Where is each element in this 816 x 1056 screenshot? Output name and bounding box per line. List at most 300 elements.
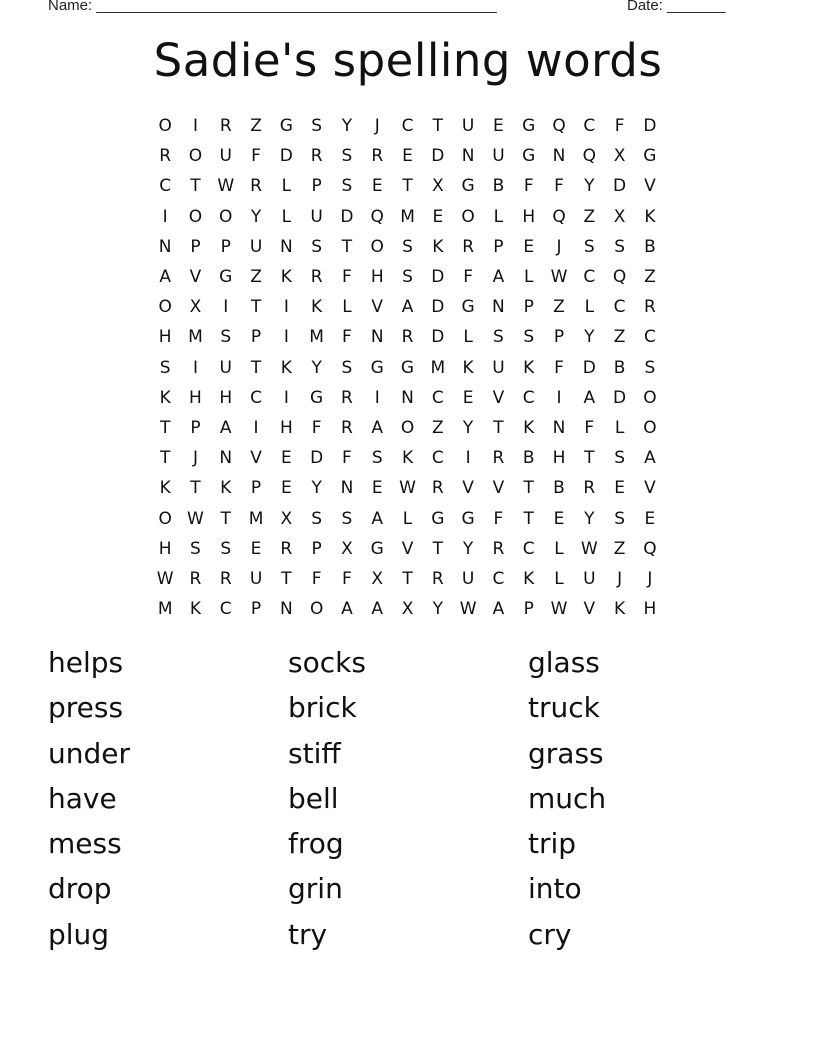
grid-letter: T (159, 417, 171, 438)
grid-letter: F (311, 417, 322, 438)
grid-letter: D (643, 116, 657, 137)
grid-letter: W (399, 478, 416, 499)
grid-letter: H (279, 417, 293, 438)
grid-letter: F (554, 176, 564, 197)
grid-letter: T (220, 508, 231, 529)
word-list-item: frog (288, 827, 344, 861)
grid-letter: F (463, 267, 473, 288)
date-field: Date: _______ (627, 0, 726, 14)
word-list-item: try (288, 917, 328, 951)
grid-letter: S (523, 327, 535, 348)
grid-letter: T (190, 478, 201, 499)
word-list-item: under (48, 736, 131, 770)
grid-letter: S (341, 357, 353, 378)
grid-letter: D (431, 297, 445, 318)
grid-letter: Q (582, 146, 596, 167)
grid-letter: R (583, 478, 596, 499)
grid-letter: C (159, 176, 172, 197)
word-list-item: stiff (288, 736, 341, 770)
grid-letter: Y (584, 176, 595, 197)
grid-letter: L (614, 417, 625, 438)
grid-letter: S (341, 176, 353, 197)
grid-letter: Y (462, 538, 474, 559)
grid-letter: L (554, 538, 564, 559)
grid-letter: H (552, 448, 566, 469)
word-list-item: trip (528, 827, 577, 861)
word-list-item: grin (288, 872, 343, 906)
grid-letter: U (492, 357, 505, 378)
grid-letter: C (401, 116, 414, 137)
grid-letter: R (431, 478, 444, 499)
grid-letter: L (281, 206, 292, 227)
grid-letter: J (556, 236, 562, 257)
grid-letter: T (523, 478, 534, 499)
grid-letter: G (279, 116, 293, 137)
grid-letter: N (279, 599, 293, 620)
grid-letter: P (190, 236, 201, 257)
grid-letter: D (340, 206, 354, 227)
grid-letter: P (250, 599, 262, 620)
grid-letter: I (283, 327, 289, 348)
grid-letter: X (401, 599, 414, 620)
grid-letter: C (431, 448, 444, 469)
grid-letter: L (493, 206, 504, 227)
grid-letter: O (370, 236, 384, 257)
grid-letter: R (341, 417, 353, 438)
grid-letter: S (311, 116, 323, 137)
grid-letter: N (340, 478, 354, 499)
word-list-item: into (528, 872, 582, 906)
grid-letter: Z (553, 297, 565, 318)
grid-letter: D (431, 146, 445, 167)
grid-letter: R (492, 448, 505, 469)
grid-letter: S (402, 267, 413, 288)
grid-letter: C (492, 568, 505, 589)
grid-letter: P (523, 297, 534, 318)
grid-letter: P (220, 236, 231, 257)
grid-letter: O (461, 206, 475, 227)
grid-letter: M (188, 327, 203, 348)
grid-letter: J (617, 568, 623, 589)
grid-letter: K (220, 478, 232, 499)
grid-letter: V (401, 538, 414, 559)
grid-letter: W (459, 599, 477, 620)
grid-letter: X (431, 176, 444, 197)
grid-letter: O (188, 146, 203, 167)
grid-letter: S (493, 327, 504, 348)
grid-letter: G (461, 297, 475, 318)
grid-letter: N (279, 236, 293, 257)
grid-letter: E (462, 387, 474, 408)
word-list (48, 643, 768, 960)
grid-letter: R (189, 568, 202, 589)
grid-letter: N (158, 236, 172, 257)
grid-letter: S (614, 448, 625, 469)
grid-letter: G (400, 357, 415, 378)
grid-letter: F (584, 417, 595, 438)
grid-letter: I (556, 387, 562, 408)
grid-letter: T (281, 568, 292, 589)
grid-letter: X (613, 206, 626, 227)
grid-letter: Y (341, 116, 353, 137)
grid-letter: A (371, 508, 384, 529)
grid-letter: Q (552, 116, 566, 137)
grid-letter: H (522, 206, 536, 227)
grid-letter: K (523, 417, 535, 438)
grid-letter: B (522, 448, 535, 469)
grid-letter: H (158, 538, 172, 559)
grid-letter: P (553, 327, 565, 348)
grid-letter: R (462, 236, 475, 257)
grid-letter: F (554, 357, 564, 378)
grid-letter: K (189, 599, 202, 620)
grid-letter: W (550, 599, 568, 620)
grid-letter: Z (613, 538, 626, 559)
grid-letter: I (283, 387, 289, 408)
grid-letter: S (311, 508, 323, 529)
grid-letter: L (342, 297, 352, 318)
grid-letter: F (493, 508, 504, 529)
grid-letter: O (643, 417, 657, 438)
grid-letter: Q (643, 538, 657, 559)
grid-letter: S (371, 448, 383, 469)
word-list-item: brick (288, 691, 357, 725)
grid-letter: P (190, 417, 201, 438)
grid-letter: E (280, 478, 292, 499)
grid-letter: P (250, 327, 262, 348)
grid-letter: L (402, 508, 413, 529)
grid-letter: K (401, 448, 414, 469)
grid-letter: Z (250, 116, 262, 137)
grid-letter: A (219, 417, 232, 438)
grid-letter: R (159, 146, 172, 167)
page-title: Sadie's spelling words (153, 34, 663, 87)
grid-letter: N (492, 297, 505, 318)
grid-letter: Y (250, 206, 262, 227)
grid-letter: P (493, 236, 504, 257)
grid-letter: L (281, 176, 292, 197)
grid-letter: N (552, 417, 566, 438)
grid-letter: N (552, 146, 566, 167)
grid-letter: T (402, 568, 413, 589)
word-list-item: mess (48, 827, 122, 861)
grid-letter: D (582, 357, 596, 378)
grid-letter: X (613, 146, 626, 167)
grid-letter: D (613, 387, 627, 408)
word-list-item: bell (288, 781, 339, 815)
grid-letter: V (644, 478, 656, 499)
grid-letter: S (159, 357, 171, 378)
grid-letter: E (493, 116, 504, 137)
grid-letter: S (220, 327, 232, 348)
grid-letter: A (371, 599, 384, 620)
grid-letter: K (523, 357, 535, 378)
grid-letter: S (614, 236, 625, 257)
grid-letter: T (402, 176, 413, 197)
grid-letter: F (311, 568, 322, 589)
grid-letter: K (159, 387, 171, 408)
grid-letter: V (371, 297, 384, 318)
grid-letter: D (279, 146, 293, 167)
grid-letter: U (461, 116, 475, 137)
grid-letter: R (280, 538, 293, 559)
grid-letter: T (250, 297, 262, 318)
grid-letter: R (250, 176, 262, 197)
grid-letter: D (613, 176, 627, 197)
grid-letter: J (374, 116, 380, 137)
grid-letter: R (341, 387, 353, 408)
grid-letter: G (310, 387, 324, 408)
grid-letter: E (402, 146, 413, 167)
grid-letter: Z (431, 417, 444, 438)
grid-letter: L (554, 568, 564, 589)
grid-letter: R (219, 568, 232, 589)
grid-letter: K (432, 236, 444, 257)
grid-letter: P (250, 478, 262, 499)
grid-letter: V (250, 448, 262, 469)
grid-letter: Z (583, 206, 596, 227)
grid-letter: G (370, 357, 384, 378)
grid-letter: E (432, 206, 444, 227)
grid-letter: R (219, 116, 232, 137)
grid-letter: S (644, 357, 656, 378)
grid-letter: O (158, 297, 172, 318)
grid-letter: C (522, 387, 535, 408)
word-list-item: helps (48, 646, 124, 679)
grid-letter: A (401, 297, 414, 318)
grid-letter: E (280, 448, 292, 469)
grid-letter: D (431, 327, 445, 348)
grid-letter: Y (432, 599, 444, 620)
grid-letter: D (431, 267, 445, 288)
grid-letter: C (250, 387, 262, 408)
grid-letter: I (465, 448, 471, 469)
grid-letter: I (192, 116, 198, 137)
grid-letter: O (158, 508, 172, 529)
grid-letter: T (159, 448, 171, 469)
grid-letter: M (248, 508, 264, 529)
grid-letter: R (310, 267, 323, 288)
grid-letter: U (249, 236, 263, 257)
grid-letter: S (190, 538, 201, 559)
grid-letter: R (310, 146, 323, 167)
grid-letter: E (250, 538, 262, 559)
grid-letter: T (432, 116, 444, 137)
grid-letter: K (462, 357, 474, 378)
grid-letter: A (644, 448, 656, 469)
grid-letter: X (189, 297, 202, 318)
grid-letter: T (190, 176, 201, 197)
grid-letter: E (614, 478, 625, 499)
grid-letter: M (157, 599, 173, 620)
grid-letter: S (341, 508, 353, 529)
grid-letter: M (400, 206, 415, 227)
grid-letter: O (309, 599, 324, 620)
grid-letter: N (461, 146, 475, 167)
grid-letter: K (280, 267, 292, 288)
grid-letter: S (614, 508, 625, 529)
grid-letter: R (431, 568, 444, 589)
word-list-item: grass (528, 736, 604, 770)
grid-letter: R (401, 327, 414, 348)
grid-letter: E (644, 508, 656, 529)
grid-letter: A (583, 387, 596, 408)
grid-letter: V (644, 176, 656, 197)
grid-letter: T (341, 236, 353, 257)
grid-letter: I (253, 417, 259, 438)
grid-letter: U (461, 568, 475, 589)
grid-letter: Q (370, 206, 384, 227)
grid-letter: U (492, 146, 505, 167)
grid-letter: X (280, 508, 293, 529)
grid-letter: C (583, 116, 596, 137)
word-search-grid (150, 111, 665, 624)
grid-letter: W (217, 176, 235, 197)
grid-letter: F (342, 448, 352, 469)
grid-letter: A (492, 599, 505, 620)
grid-letter: H (189, 387, 202, 408)
grid-letter: G (431, 508, 445, 529)
word-list-item: much (528, 781, 607, 815)
grid-letter: Y (584, 508, 595, 529)
grid-letter: H (219, 387, 233, 408)
grid-letter: W (156, 568, 174, 589)
grid-letter: E (371, 478, 383, 499)
grid-letter: Z (613, 327, 626, 348)
grid-letter: H (158, 327, 172, 348)
grid-letter: S (402, 236, 413, 257)
grid-letter: T (432, 538, 444, 559)
grid-letter: F (523, 176, 534, 197)
grid-letter: U (583, 568, 596, 589)
grid-letter: Q (552, 206, 566, 227)
grid-letter: E (553, 508, 565, 529)
grid-letter: A (371, 417, 384, 438)
grid-letter: J (647, 568, 653, 589)
grid-letter: F (251, 146, 261, 167)
grid-letter: V (189, 267, 202, 288)
grid-letter: U (249, 568, 263, 589)
grid-letter: C (613, 297, 626, 318)
grid-letter: F (342, 267, 352, 288)
grid-letter: T (493, 417, 504, 438)
grid-letter: V (492, 387, 505, 408)
grid-letter: V (583, 599, 596, 620)
grid-letter: G (219, 267, 233, 288)
grid-letter: G (461, 508, 475, 529)
grid-letter: A (159, 267, 171, 288)
grid-letter: Z (250, 267, 262, 288)
grid-letter: S (311, 236, 323, 257)
grid-letter: G (522, 146, 536, 167)
grid-letter: P (311, 538, 322, 559)
grid-letter: K (311, 297, 323, 318)
grid-letter: E (523, 236, 535, 257)
grid-letter: W (580, 538, 598, 559)
word-list-item: drop (48, 872, 112, 906)
grid-letter: K (644, 206, 656, 227)
grid-letter: I (192, 357, 198, 378)
grid-letter: I (283, 297, 289, 318)
grid-letter: T (584, 448, 595, 469)
grid-letter: N (370, 327, 384, 348)
name-field: Name: ________________________________________________ (48, 0, 497, 14)
grid-letter: G (643, 146, 657, 167)
grid-letter: O (219, 206, 233, 227)
grid-letter: L (523, 267, 534, 288)
grid-letter: W (550, 267, 568, 288)
grid-letter: Y (462, 417, 474, 438)
grid-letter: P (523, 599, 534, 620)
grid-letter: B (644, 236, 656, 257)
grid-letter: Y (311, 478, 322, 499)
grid-letter: Y (311, 357, 322, 378)
grid-letter: O (643, 387, 657, 408)
grid-letter: S (583, 236, 595, 257)
grid-letter: T (250, 357, 262, 378)
grid-letter: J (192, 448, 198, 469)
grid-letter: I (223, 297, 229, 318)
grid-letter: P (311, 176, 322, 197)
grid-letter: I (374, 387, 380, 408)
grid-letter: Z (644, 267, 656, 288)
grid-letter: E (371, 176, 383, 197)
word-list-item: cry (528, 917, 572, 951)
grid-letter: B (553, 478, 565, 499)
grid-letter: O (188, 206, 203, 227)
grid-letter: N (401, 387, 414, 408)
grid-letter: R (643, 297, 656, 318)
grid-letter: K (159, 478, 171, 499)
grid-letter: A (341, 599, 353, 620)
grid-letter: U (219, 357, 232, 378)
grid-letter: C (643, 327, 656, 348)
grid-letter: G (461, 176, 475, 197)
grid-letter: K (280, 357, 292, 378)
grid-letter: S (341, 146, 353, 167)
grid-letter: O (158, 116, 172, 137)
grid-letter: X (341, 538, 353, 559)
word-list-item: have (48, 781, 117, 815)
grid-letter: U (310, 206, 323, 227)
grid-letter: C (431, 387, 444, 408)
grid-letter: F (342, 327, 352, 348)
grid-letter: W (187, 508, 204, 529)
grid-letter: R (492, 538, 505, 559)
grid-letter: C (219, 599, 232, 620)
word-list-item: glass (528, 646, 600, 679)
word-list-item: plug (48, 917, 110, 951)
grid-letter: V (462, 478, 474, 499)
grid-letter: G (522, 116, 536, 137)
grid-letter: Q (612, 267, 627, 288)
grid-letter: K (614, 599, 626, 620)
grid-letter: O (400, 417, 415, 438)
grid-letter: L (584, 297, 595, 318)
grid-letter: H (643, 599, 657, 620)
grid-letter: D (310, 448, 324, 469)
grid-letter: M (430, 357, 446, 378)
grid-letter: X (371, 568, 384, 589)
word-list-item: truck (528, 691, 600, 725)
grid-letter: K (523, 568, 535, 589)
grid-letter: N (219, 448, 233, 469)
word-list-item: socks (288, 646, 366, 679)
grid-letter: C (522, 538, 535, 559)
grid-letter: F (614, 116, 625, 137)
grid-letter: R (371, 146, 384, 167)
grid-letter: B (613, 357, 626, 378)
